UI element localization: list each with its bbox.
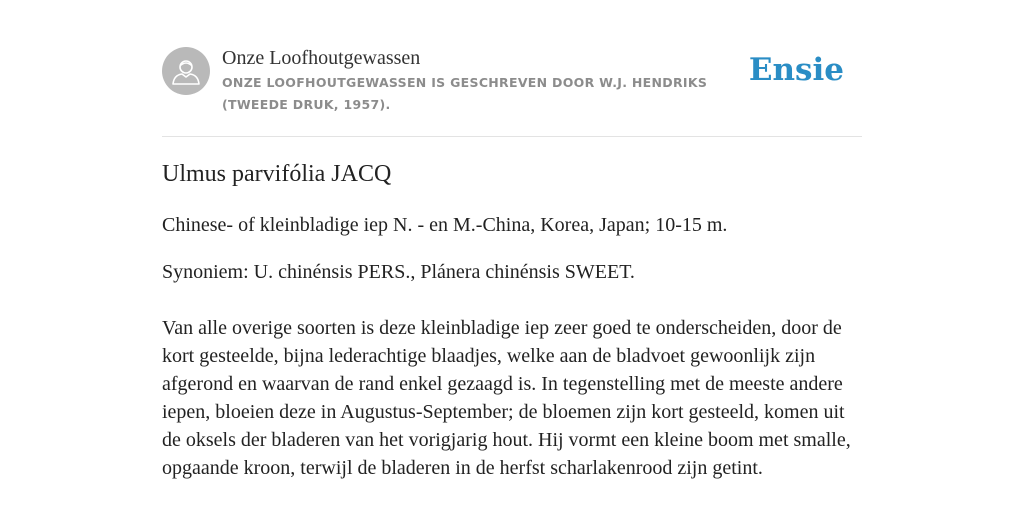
entry-content — [162, 156, 862, 482]
publication-subtitle: ONZE LOOFHOUTGEWASSEN IS GESCHREVEN DOOR W.J. HENDRIKS (TWEEDE DRUK, 1957). — [222, 75, 708, 112]
publication-title[interactable]: Onze Loofhoutgewassen — [222, 47, 421, 69]
ensie-logo[interactable]: Ensie — [748, 52, 844, 88]
user-icon — [162, 47, 210, 95]
entry-description: Chinese- of kleinbladige iep N. - en M.-China, Korea, Japan; 10-15 m. — [162, 214, 728, 236]
publication-header — [162, 44, 862, 137]
avatar[interactable] — [162, 47, 210, 95]
entry-body: Van alle overige soorten is deze kleinbladige iep zeer goed te onderscheiden, door de kort gesteelde, bijna lederachtige blaadjes, welke aan de bladvoet gewoonlijk zijn afgerond en waarvan de rand enkel gezaagd is. In tegenstelling met de meeste andere iepen, bloeien deze in Augustus-September; de bloemen zijn kort gesteeld, komen uit de oksels der bladeren van het vorigjarig hout. Hij vormt een kleine boom met smalle, opgaande kroon, terwijl de bladeren in de herfst scharlakenrood zijn getint. — [162, 317, 851, 479]
entry-title: Ulmus parvifólia JACQ — [162, 161, 392, 187]
entry-synonyms: Synoniem: U. chinénsis PERS., Plánera chinénsis SWEET. — [162, 261, 635, 283]
